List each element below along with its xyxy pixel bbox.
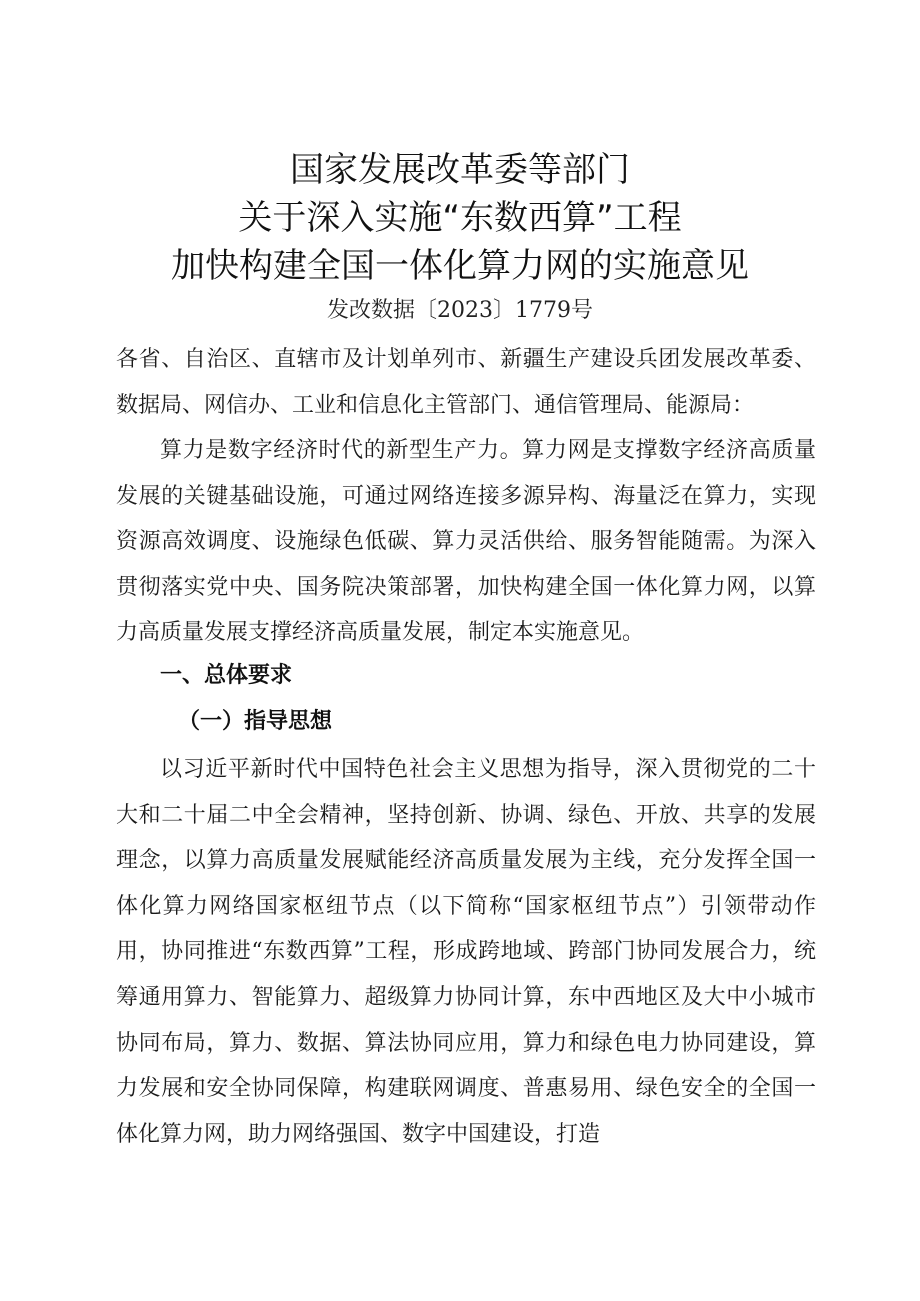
title-line-2: 关于深入实施“东数西算”工程 xyxy=(238,198,682,238)
document-number: 发改数据〔2023〕1779号 xyxy=(327,298,593,323)
title-line-3: 加快构建全国一体化算力网的实施意见 xyxy=(171,246,749,286)
subsection-heading: （一）指导思想 xyxy=(178,709,333,734)
addressees-paragraph: 各省、自治区、直辖市及计划单列市、新疆生产建设兵团发展改革委、数据局、网信办、工业和信息化主管部门、通信管理局、能源局： xyxy=(116,347,816,418)
title-line-1: 国家发展改革委等部门 xyxy=(290,150,630,190)
body-paragraph: 以习近平新时代中国特色社会主义思想为指导，深入贯彻党的二十大和二十届二中全会精神，坚持创新、协调、绿色、开放、共享的发展理念，以算力高质量发展赋能经济高质量发展为主线，充分发挥全国一体化算力网络国家枢纽节点（以下简称“国家枢纽节点”）引领带动作用，协同推进“东数西算”工程，形成跨地域、跨部门协同发展合力，统筹通用算力、智能算力、超级算力协同计算，东中西地区及大中小城市协同布局，算力、数据、算法协同应用，算力和绿色电力协同建设，算力发展和安全协同保障，构建联网调度、普惠易用、绿色安全的全国一体化算力网，助力网络强国、数字中国建设，打造 xyxy=(116,757,816,1147)
intro-paragraph: 算力是数字经济时代的新型生产力。算力网是支撑数字经济高质量发展的关键基础设施，可通过网络连接多源异构、海量泛在算力，实现资源高效调度、设施绿色低碳、算力灵活供给、服务智能随需。为深入贯彻落实党中央、国务院决策部署，加快构建全国一体化算力网，以算力高质量发展支撑经济高质量发展，制定本实施意见。 xyxy=(116,438,816,646)
section-heading: 一、总体要求 xyxy=(160,663,293,688)
